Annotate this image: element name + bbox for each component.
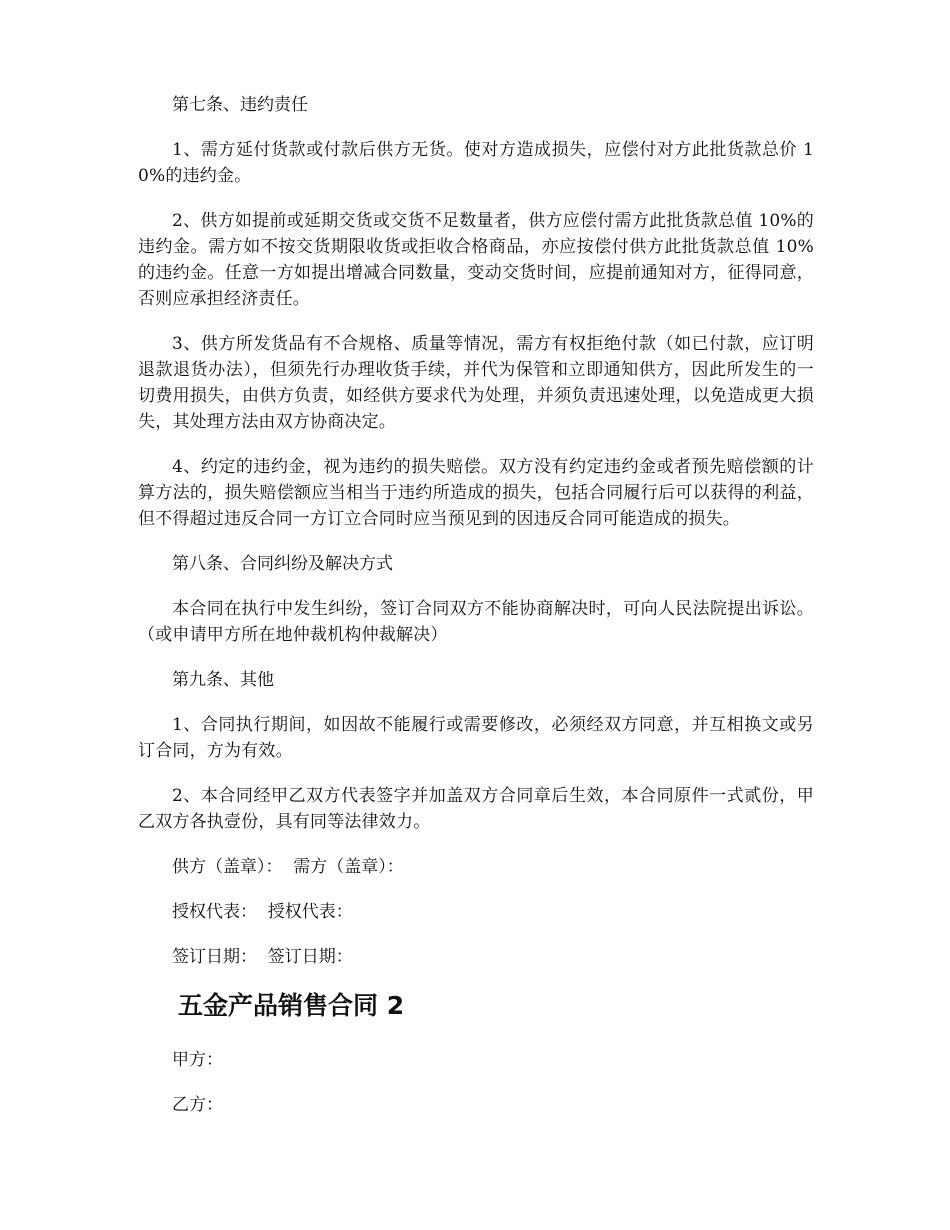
article-7-clause-1: 1、需方延付货款或付款后供方无货。使对方造成损失，应偿付对方此批货款总价 10%的违约金。: [138, 140, 814, 186]
article-9-clause-1: 1、合同执行期间，如因故不能履行或需要修改，必须经双方同意，并互相换文或另订合同，方为有效。: [138, 715, 814, 761]
article-7-clause-2: 2、供方如提前或延期交货或交货不足数量者，供方应偿付需方此批货款总值 10%的违约金。需方如不按交货期限收货或拒收合格商品，亦应按偿付供方此批货款总值 10%的违约金。任意一方如提出增减合同数量，变动交货时间，应提前通知对方，征得同意，否则应承担经济责任。: [138, 211, 814, 309]
signature-dates-line: 签订日期： 签订日期：: [172, 947, 353, 967]
party-a-label: 甲方：: [172, 1050, 223, 1070]
article-8-clause-1: 本合同在执行中发生纠纷，签订合同双方不能协商解决时，可向人民法院提出诉讼。（或申请甲方所在地仲裁机构仲裁解决）: [138, 599, 814, 645]
article-7-heading: 第七条、违约责任: [172, 95, 308, 115]
article-9-clause-2: 2、本合同经甲乙双方代表签字并加盖双方合同章后生效，本合同原件一式贰份，甲乙双方各执壹份，具有同等法律效力。: [138, 786, 814, 832]
signature-seals-line: 供方（盖章）： 需方（盖章）：: [172, 857, 404, 877]
article-7-clause-3: 3、供方所发货品有不合规格、质量等情况，需方有权拒绝付款（如已付款，应订明退款退货办法），但须先行办理收货手续，并代为保管和立即通知供方，因此所发生的一切费用损失，由供方负责，如经供方要求代为处理，并须负责迅速处理，以免造成更大损失，其处理方法由双方协商决定。: [138, 334, 814, 432]
party-b-label: 乙方：: [172, 1095, 223, 1115]
article-9-heading: 第九条、其他: [172, 670, 274, 690]
article-8-heading: 第八条、合同纠纷及解决方式: [172, 554, 393, 574]
contract-2-title: 五金产品销售合同 2: [178, 991, 405, 1020]
signature-representatives-line: 授权代表： 授权代表：: [172, 902, 353, 922]
document-page: [138, 92, 814, 1137]
article-7-clause-4: 4、约定的违约金，视为违约的损失赔偿。双方没有约定违约金或者预先赔偿额的计算方法的，损失赔偿额应当相当于违约所造成的损失，包括合同履行后可以获得的利益，但不得超过违反合同一方订立合同时应当预见到的因违反合同可能造成的损失。: [138, 457, 814, 529]
